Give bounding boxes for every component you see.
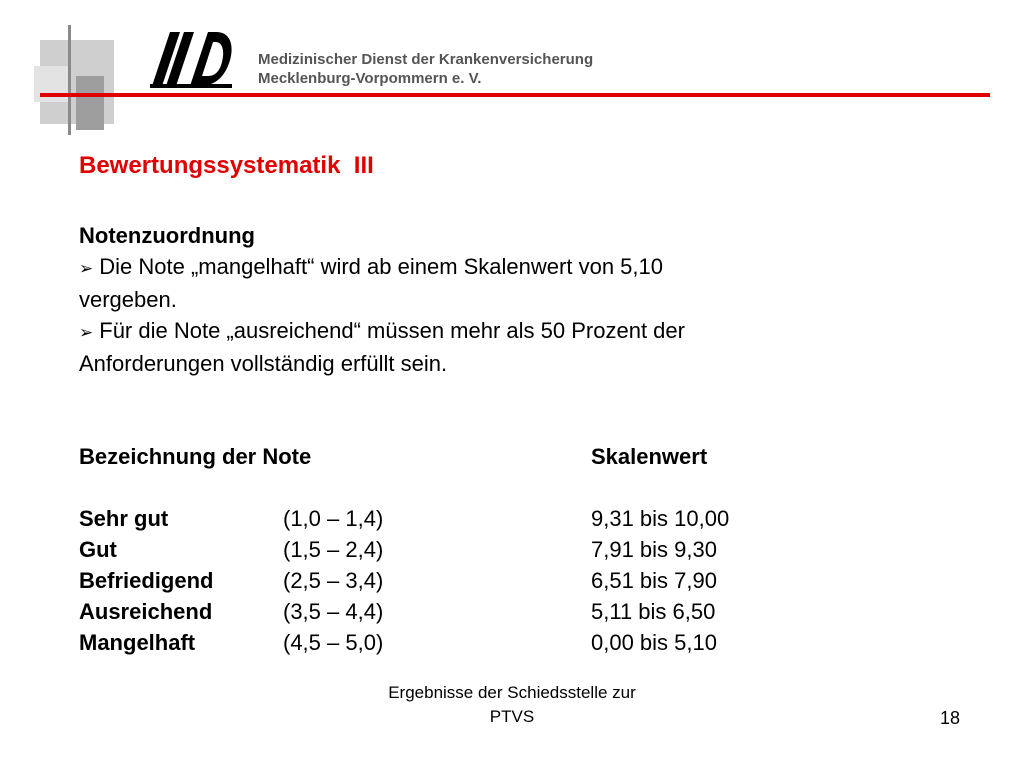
arrow-bullet-icon: ➢ [79, 259, 94, 278]
footer-line-2: PTVS [489, 707, 535, 726]
scale-value: 7,91 bis 9,30 [591, 537, 717, 562]
table-row [79, 596, 979, 627]
header-decoration-line [68, 25, 71, 135]
section-subheading: Notenzuordnung [79, 223, 255, 248]
table-row [79, 627, 979, 658]
table-header [79, 441, 979, 472]
scale-value: 6,51 bis 7,90 [591, 568, 717, 593]
table-row [79, 503, 979, 534]
grade-range: (4,5 – 5,0) [283, 630, 384, 655]
grade-name: Gut [79, 537, 117, 562]
grade-name: Sehr gut [79, 506, 169, 531]
grade-range: (1,0 – 1,4) [283, 506, 384, 531]
grade-name: Ausreichend [79, 599, 213, 624]
slide-footer [330, 681, 694, 729]
organization-line-1: Medizinischer Dienst der Krankenversicherung [258, 51, 594, 68]
bullet-text-line2: vergeben. [79, 287, 177, 312]
table-header-scale: Skalenwert [591, 444, 708, 469]
table-row [79, 565, 979, 596]
table-header-grade: Bezeichnung der Note [79, 444, 312, 469]
grade-range: (1,5 – 2,4) [283, 537, 384, 562]
header-divider [40, 93, 990, 97]
slide-content [79, 220, 979, 658]
organization-line-2: Mecklenburg-Vorpommern e. V. [258, 70, 482, 87]
bullet-text-line2: Anforderungen vollständig erfüllt sein. [79, 351, 448, 376]
grade-range: (3,5 – 4,4) [283, 599, 384, 624]
grade-range: (2,5 – 3,4) [283, 568, 384, 593]
mdk-logo [150, 30, 232, 88]
scale-value: 5,11 bis 6,50 [591, 599, 716, 624]
bullet-item [79, 251, 979, 284]
table-row [79, 534, 979, 565]
scale-value: 0,00 bis 5,10 [591, 630, 717, 655]
arrow-bullet-icon: ➢ [79, 323, 94, 342]
scale-value: 9,31 bis 10,00 [591, 506, 730, 531]
header-decoration-dark-square [76, 76, 104, 130]
bullet-item [79, 315, 979, 348]
bullet-text-line1: Die Note „mangelhaft“ wird ab einem Skalenwert von 5,10 [99, 254, 663, 279]
grade-name: Befriedigend [79, 568, 214, 593]
organization-name [258, 50, 593, 88]
slide-title: Bewertungssystematik III [79, 152, 374, 179]
page-number: 18 [940, 708, 961, 728]
footer-line-1: Ergebnisse der Schiedsstelle zur [388, 683, 636, 702]
bullet-text-line1: Für die Note „ausreichend“ müssen mehr als 50 Prozent der [99, 318, 685, 343]
grade-name: Mangelhaft [79, 630, 196, 655]
